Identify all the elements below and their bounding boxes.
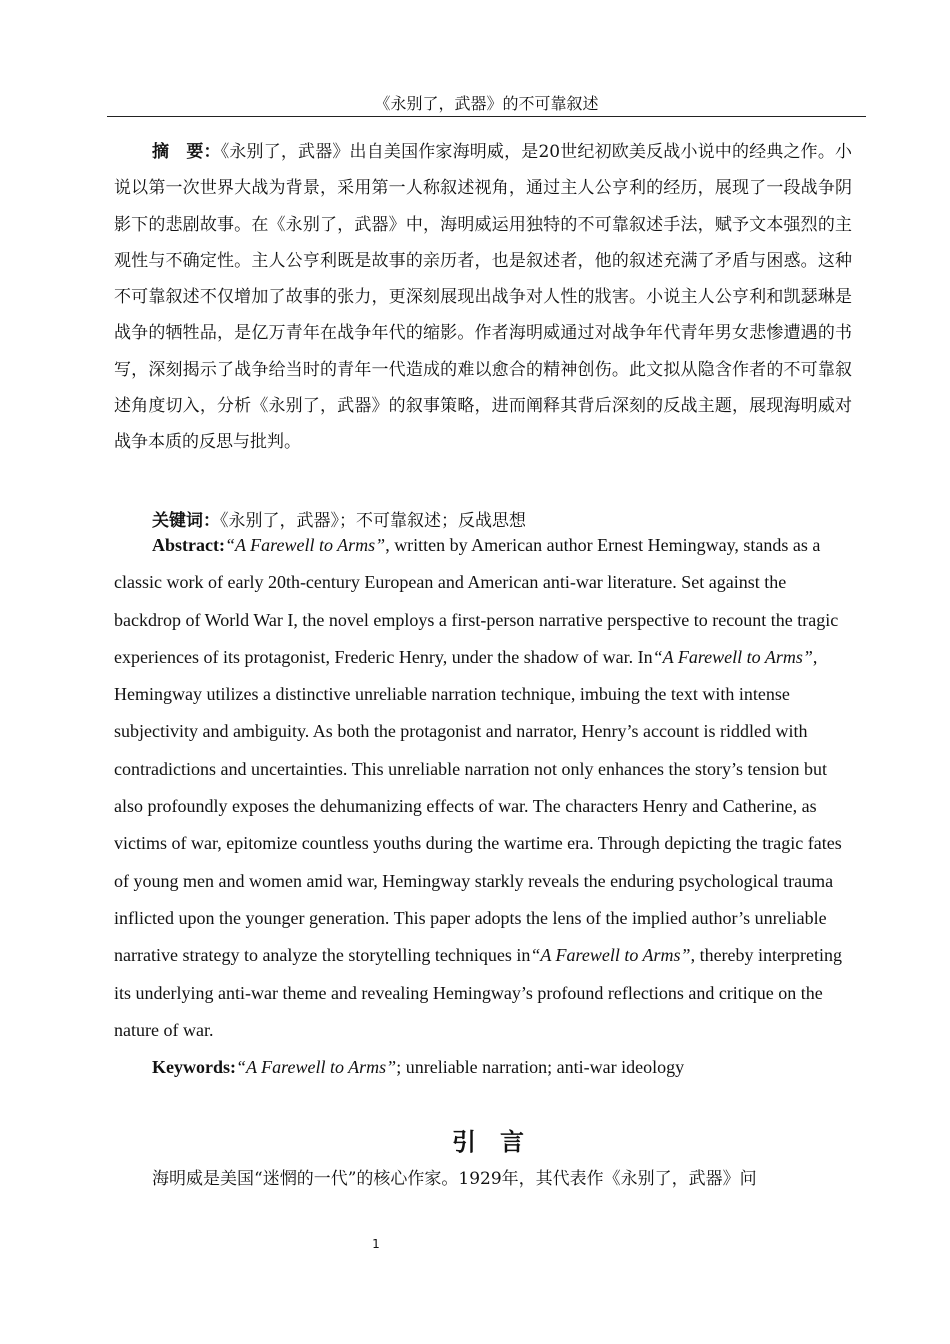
english-keywords bbox=[152, 1049, 852, 1086]
english-abstract-label: Abstract: bbox=[152, 535, 225, 555]
page-number: 1 bbox=[372, 1237, 380, 1251]
chinese-abstract bbox=[114, 134, 852, 461]
book-title-ref: “A Farewell to Arms” bbox=[652, 646, 813, 667]
chinese-abstract-text: 《永别了，武器》出自美国作家海明威，是20世纪初欧美反战小说中的经典之作。小说以第一次世界大战为背景，采用第一人称叙述视角，通过主人公亨利的经历，展现了一段战争阴影下的悲剧故事。在《永别了，武器》中，海明威运用独特的不可靠叙述手法，赋予文本强烈的主观性与不确定性。主人公亨利既是故事的亲历者，也是叙述者，他的叙述充满了矛盾与困惑。这种不可靠叙述不仅增加了故事的张力，更深刻展现出战争对人性的戕害。小说主人公亨利和凯瑟琳是战争的牺牲品，是亿万青年在战争年代的缩影。作者海明威通过对战争年代青年男女悲惨遭遇的书写，深刻揭示了战争给当时的青年一代造成的难以愈合的精神创伤。此文拟从隐含作者的不可靠叙述角度切入，分析《永别了，武器》的叙事策略，进而阐释其背后深刻的反战主题，展现海明威对战争本质的反思与批判。 bbox=[114, 142, 852, 453]
running-header: 《永别了，武器》的不可靠叙述 bbox=[374, 94, 599, 113]
section-heading-introduction: 引言 bbox=[452, 1128, 548, 1156]
english-abstract-text-2: , Hemingway utilizes a distinctive unreliable narration technique, imbuing the text with intense subjectivity and ambiguity. As both the protagonist and narrator, Henry’s account is riddled with contradictions and uncertainties. This unreliable narration not only enhances the story’s tension but also profoundly exposes the dehumanizing effects of war. The characters Henry and Catherine, as victims of war, epitomize countless youths during the wartime era. Through depicting the tragic fates of young men and women amid war, Hemingway starkly reveals the enduring psychological trauma inflicted upon the younger generation. This paper adopts the lens of the implied author’s unreliable narrative strategy to analyze the storytelling techniques in bbox=[114, 646, 842, 966]
english-abstract-text-1: , written by American author Ernest Hemingway, stands as a classic work of early 20th-century European and American anti-war literature. Set against the backdrop of World War I, the novel employs a first-person narrative perspective to recount the tragic experiences of its protagonist, Frederic Henry, under the shadow of war. In bbox=[114, 535, 839, 667]
english-keywords-text: ; unreliable narration; anti-war ideology bbox=[396, 1057, 685, 1077]
chinese-keywords-label: 关键词： bbox=[152, 511, 220, 531]
english-keywords-label: Keywords: bbox=[152, 1057, 236, 1077]
book-title-ref: “A Farewell to Arms” bbox=[236, 1057, 397, 1077]
book-title-ref: “A Farewell to Arms” bbox=[224, 535, 386, 555]
english-abstract-text-3: , thereby interpreting its underlying anti-war theme and revealing Hemingway’s profound reflections and critique on the nature of war. bbox=[114, 945, 843, 1040]
chinese-keywords-text: 《永别了，武器》；不可靠叙述；反战思想 bbox=[220, 511, 526, 531]
book-title-ref: “A Farewell to Arms” bbox=[530, 945, 691, 966]
header-rule bbox=[107, 116, 866, 117]
introduction-paragraph: 海明威是美国“迷惘的一代”的核心作家。1929年，其代表作《永别了，武器》问 bbox=[152, 1169, 757, 1189]
chinese-abstract-label: 摘 要： bbox=[152, 142, 221, 162]
english-abstract bbox=[114, 527, 851, 1049]
